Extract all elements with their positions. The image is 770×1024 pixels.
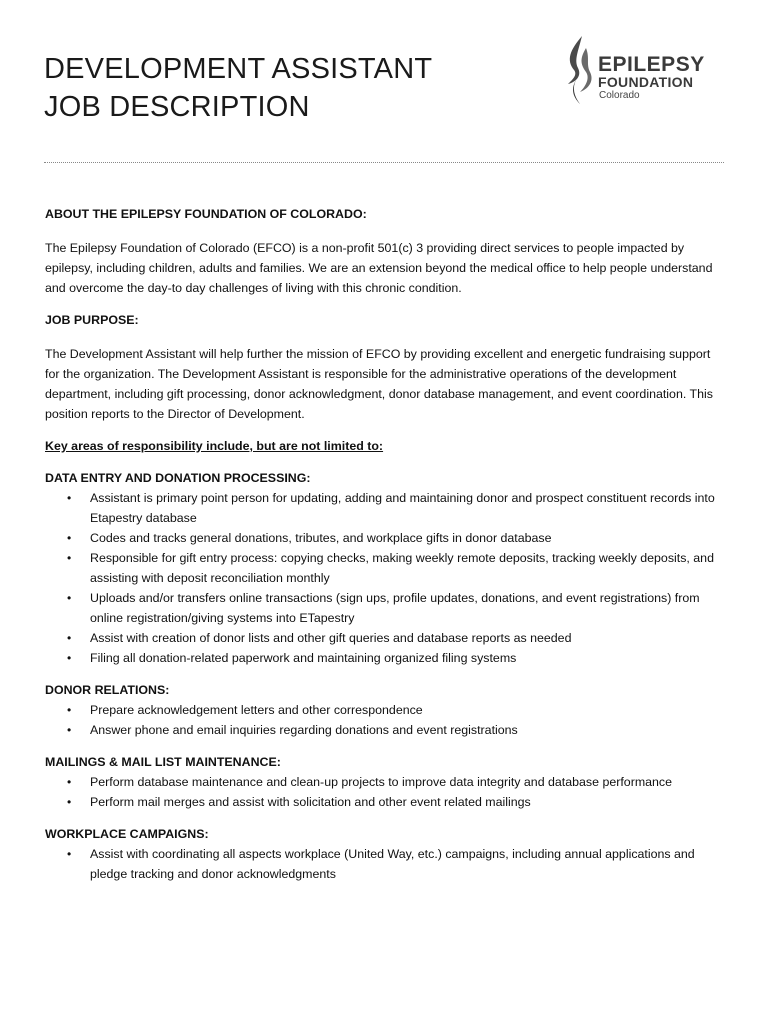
list-item-text: Filing all donation-related paperwork and maintaining organized filing systems — [90, 651, 517, 665]
list-item — [45, 488, 727, 528]
list-item — [45, 588, 727, 628]
job-purpose-heading: JOB PURPOSE: — [45, 313, 139, 327]
list-item-text: Assistant is primary point person for updating, adding and maintaining donor and prospect constituent records into Etapestry database — [90, 491, 715, 525]
logo-text-foundation: FOUNDATION — [598, 74, 694, 90]
about-paragraph: The Epilepsy Foundation of Colorado (EFCO) is a non-profit 501(c) 3 providing direct services to people impacted by epilepsy, including children, adults and families. We are an extension beyond the medical office to help people understand and overcome the day-to day challenges of living with this chronic condition. — [45, 241, 713, 295]
bullet-icon: • — [67, 795, 72, 809]
list-item — [45, 528, 727, 548]
document-title — [44, 50, 432, 126]
job-purpose-paragraph: The Development Assistant will help further the mission of EFCO by providing excellent and energetic fundraising support for the organization. The Development Assistant is responsible for the administrative operations of the development department, including gift processing, donor acknowledgment, donor database management, and event coordination. This position reports to the Director of Development. — [45, 347, 713, 421]
bullet-icon: • — [67, 491, 72, 505]
bullet-icon: • — [67, 631, 72, 645]
list-item-text: Perform database maintenance and clean-up projects to improve data integrity and database performance — [90, 775, 673, 789]
list-item-text: Assist with coordinating all aspects workplace (United Way, etc.) campaigns, including annual applications and pledge tracking and donor acknowledgments — [90, 847, 695, 881]
epilepsy-foundation-logo — [562, 34, 712, 114]
donor-relations-list — [45, 700, 727, 740]
bullet-icon: • — [67, 703, 72, 717]
list-item-text: Answer phone and email inquiries regarding donations and event registrations — [90, 723, 518, 737]
logo-text-epilepsy: EPILEPSY — [598, 53, 705, 76]
list-item — [45, 628, 727, 648]
list-item — [45, 648, 727, 668]
list-item — [45, 700, 727, 720]
flame-icon — [562, 34, 598, 114]
bullet-icon: • — [67, 531, 72, 545]
list-item — [45, 792, 727, 812]
list-item-text: Responsible for gift entry process: copying checks, making weekly remote deposits, tracking weekly deposits, and assisting with deposit reconciliation monthly — [90, 551, 714, 585]
header-divider — [44, 162, 724, 163]
list-item — [45, 844, 727, 884]
key-areas-line — [45, 436, 727, 456]
mailings-list — [45, 772, 727, 812]
list-item — [45, 720, 727, 740]
list-item-text: Prepare acknowledgement letters and other correspondence — [90, 703, 423, 717]
about-heading: ABOUT THE EPILEPSY FOUNDATION OF COLORADO: — [45, 207, 367, 221]
bullet-icon: • — [67, 591, 72, 605]
list-item — [45, 772, 727, 792]
bullet-icon: • — [67, 847, 72, 861]
list-item-text: Assist with creation of donor lists and other gift queries and database reports as needed — [90, 631, 572, 645]
list-item — [45, 548, 727, 588]
bullet-icon: • — [67, 551, 72, 565]
list-item-text: Uploads and/or transfers online transactions (sign ups, profile updates, donations, and event registrations) from online registration/giving systems into ETapestry — [90, 591, 700, 625]
bullet-icon: • — [67, 651, 72, 665]
section-heading-donor-relations: DONOR RELATIONS: — [45, 683, 170, 697]
bullet-icon: • — [67, 723, 72, 737]
document-body — [45, 204, 727, 884]
logo-text-colorado: Colorado — [599, 90, 640, 101]
list-item-text: Codes and tracks general donations, tributes, and workplace gifts in donor database — [90, 531, 552, 545]
bullet-icon: • — [67, 775, 72, 789]
list-item-text: Perform mail merges and assist with solicitation and other event related mailings — [90, 795, 531, 809]
key-areas-heading: Key areas of responsibility include, but are not limited to: — [45, 439, 384, 453]
title-line-1: DEVELOPMENT ASSISTANT — [44, 53, 433, 85]
section-heading-mailings: MAILINGS & MAIL LIST MAINTENANCE: — [45, 755, 281, 769]
data-entry-list — [45, 488, 727, 668]
title-line-2: JOB DESCRIPTION — [44, 91, 310, 123]
workplace-campaigns-list — [45, 844, 727, 884]
section-heading-workplace-campaigns: WORKPLACE CAMPAIGNS: — [45, 827, 209, 841]
section-heading-data-entry: DATA ENTRY AND DONATION PROCESSING: — [45, 471, 311, 485]
